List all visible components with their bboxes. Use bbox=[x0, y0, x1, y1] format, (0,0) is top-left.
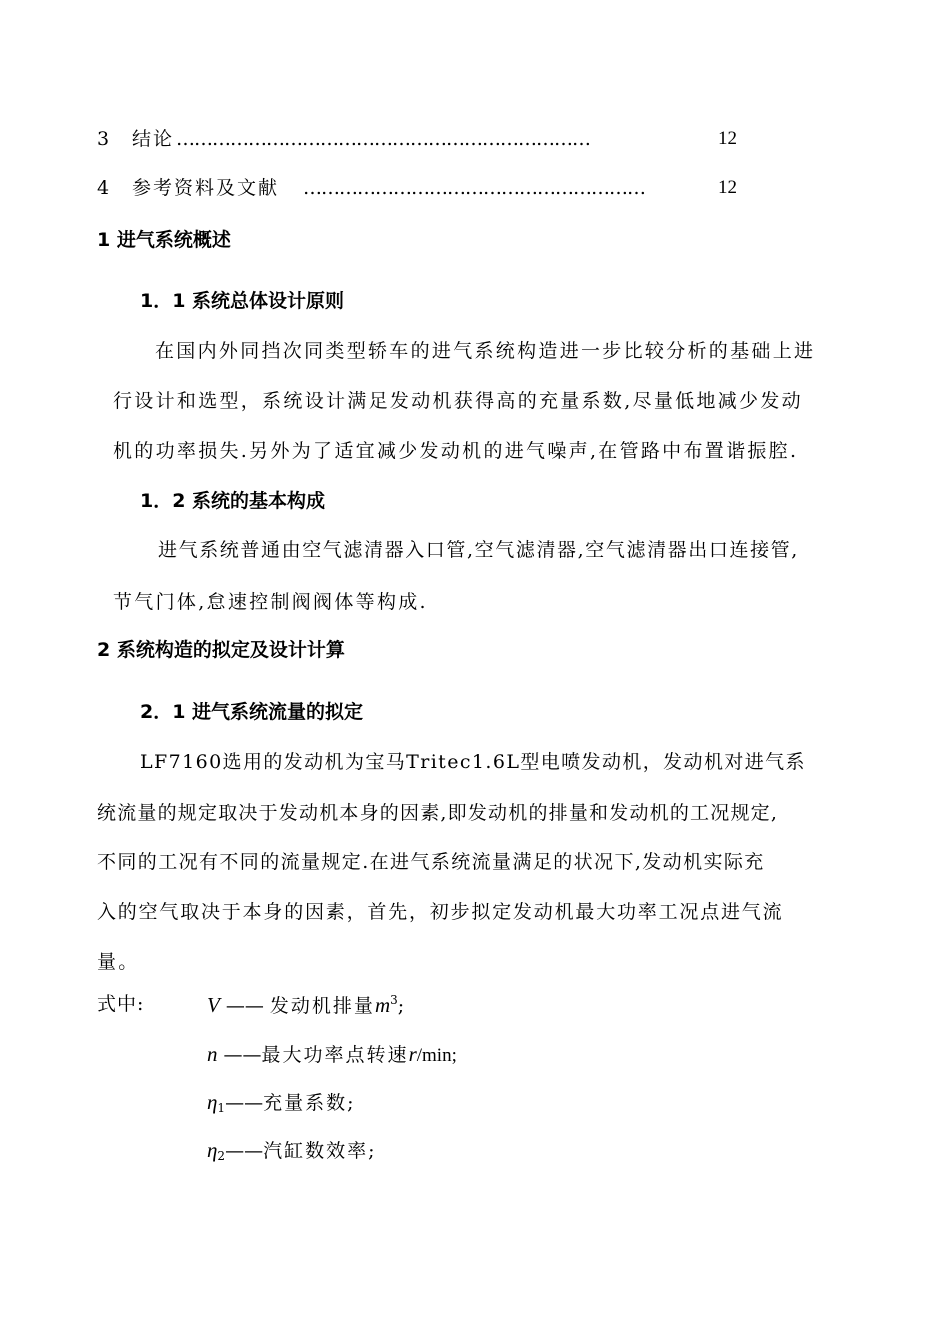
unit-symbol: m bbox=[374, 993, 391, 1017]
subsection-heading: 2．1 进气系统流量的拟定 bbox=[140, 701, 364, 723]
definition-dash: —— bbox=[225, 1092, 264, 1114]
definition-dash: —— bbox=[223, 1044, 262, 1066]
subsection-heading: 1．1 系统总体设计原则 bbox=[140, 290, 345, 312]
subsection-heading: 1．2 系统的基本构成 bbox=[140, 490, 326, 512]
toc-page-number: 12 bbox=[718, 128, 737, 149]
section-heading: 2 系统构造的拟定及设计计算 bbox=[97, 639, 345, 661]
definition-item bbox=[207, 1037, 457, 1072]
definition-tail: ; bbox=[397, 995, 405, 1017]
math-symbol: n bbox=[207, 1042, 218, 1066]
paragraph-line: 节气门体,怠速控制阀阀体等构成. bbox=[113, 591, 428, 613]
definition-item bbox=[207, 988, 404, 1023]
toc-entry bbox=[0, 127, 950, 151]
definition-text: 最大功率点转速 bbox=[261, 1044, 409, 1066]
definition-item bbox=[207, 1138, 376, 1168]
math-symbol: V bbox=[207, 993, 220, 1017]
paragraph-line: LF7160选用的发动机为宝马Tritec1.6L型电喷发动机，发动机对进气系 bbox=[140, 751, 806, 773]
paragraph-line: 统流量的规定取决于发动机本身的因素,即发动机的排量和发动机的工况规定, bbox=[97, 802, 779, 824]
paragraph-line: 不同的工况有不同的流量规定.在进气系统流量满足的状况下,发动机实际充 bbox=[97, 851, 765, 873]
paragraph-line: 入的空气取决于本身的因素，首先，初步拟定发动机最大功率工况点进气流 bbox=[97, 901, 784, 923]
math-symbol: η bbox=[207, 1090, 218, 1114]
definition-tail: /min; bbox=[416, 1045, 457, 1066]
toc-leader-dots: …………………………………………………………… bbox=[176, 128, 590, 150]
toc-entry bbox=[0, 176, 950, 200]
paragraph-line: 在国内外同挡次同类型轿车的进气系统构造进一步比较分析的基础上进 bbox=[155, 340, 816, 362]
unit-superscript: 3 bbox=[390, 993, 398, 1007]
toc-title: 结论 bbox=[132, 128, 175, 150]
unit-symbol: r bbox=[408, 1042, 417, 1066]
section-heading: 1 进气系统概述 bbox=[97, 229, 231, 251]
paragraph-line: 行设计和选型，系统设计满足发动机获得高的充量系数,尽量低地减少发动 bbox=[113, 390, 803, 412]
toc-title: 参考资料及文献 bbox=[132, 177, 280, 199]
math-subscript: 2 bbox=[217, 1149, 226, 1163]
paragraph-line: 进气系统普通由空气滤清器入口管,空气滤清器,空气滤清器出口连接管, bbox=[158, 539, 799, 561]
definition-item bbox=[207, 1090, 355, 1120]
toc-number: 3 bbox=[97, 128, 110, 150]
definition-dash: —— bbox=[225, 1140, 264, 1162]
math-symbol: η bbox=[207, 1138, 218, 1162]
definition-text: 充量系数; bbox=[263, 1092, 356, 1114]
definition-text: 汽缸数效率; bbox=[263, 1140, 377, 1162]
paragraph-line: 量。 bbox=[97, 951, 140, 973]
toc-number: 4 bbox=[97, 177, 110, 199]
paragraph-line: 机的功率损失.另外为了适宜减少发动机的进气噪声,在管路中布置谐振腔. bbox=[113, 440, 799, 462]
definition-text: 发动机排量 bbox=[269, 995, 375, 1017]
definition-dash: —— bbox=[225, 995, 264, 1017]
toc-leader-dots: ………………………………………………… bbox=[303, 177, 645, 199]
toc-page-number: 12 bbox=[718, 177, 737, 198]
definitions-label: 式中: bbox=[97, 993, 145, 1015]
math-subscript: 1 bbox=[217, 1101, 226, 1115]
